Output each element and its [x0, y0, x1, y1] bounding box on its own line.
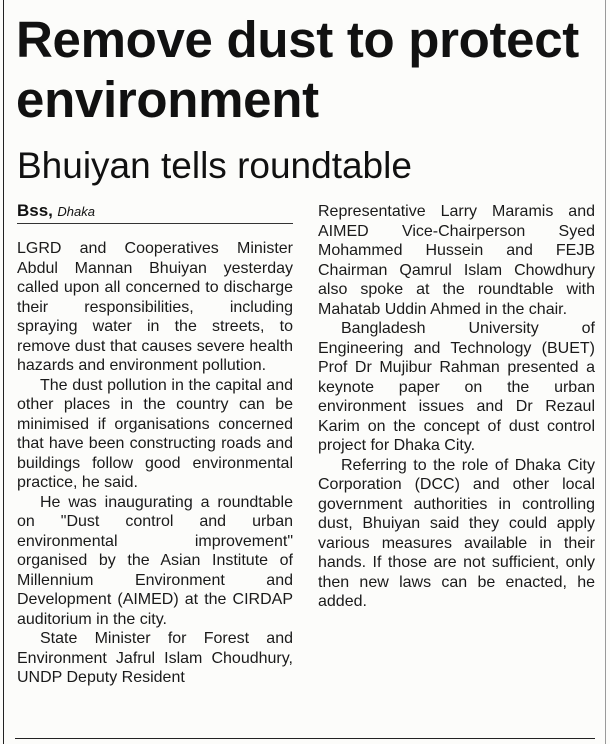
- article-column-left: [17, 239, 293, 688]
- byline-agency: Bss,: [17, 201, 53, 220]
- headline: Remove dust to protect environment: [16, 11, 579, 128]
- byline-location: Dhaka: [57, 204, 95, 219]
- column-rule-left: [3, 0, 4, 744]
- article-paragraph: Representative Larry Maramis and AIMED Vice-Chairperson Syed Mohammed Hussein and FEJB Chairman Qamrul Islam Chowdhury also spoke at the roundtable with Mahatab Uddin Ahmed in the chair.: [318, 203, 595, 318]
- article-paragraph: The dust pollution in the capital and other places in the country can be minimised if organisations concerned that have been constructing roads and buildings follow good environmental practice, he said.: [17, 376, 293, 491]
- article-column-right: [318, 202, 595, 612]
- subheadline: Bhuiyan tells roundtable: [17, 145, 412, 186]
- article-paragraph: Bangladesh University of Engineering and Technology (BUET) Prof Dr Mujibur Rahman presented a keynote paper on the urban environment issues and Dr Rezaul Karim on the concept of dust control project for Dhaka City.: [318, 320, 595, 454]
- column-rule-right: [605, 0, 606, 744]
- article-paragraph: LGRD and Cooperatives Minister Abdul Mannan Bhuiyan yesterday called upon all concerned to discharge their responsibilities, including spraying water in the streets, to remove dust that causes severe health hazards and environment pollution.: [17, 240, 293, 374]
- bottom-rule: [15, 738, 595, 739]
- article-paragraph: State Minister for Forest and Environment Jafrul Islam Choudhury, UNDP Deputy Resident: [17, 630, 293, 686]
- byline: [17, 201, 293, 224]
- article-paragraph: Referring to the role of Dhaka City Corporation (DCC) and other local government authorities in controlling dust, Bhuiyan said they could apply various measures available in their hands. If those are not sufficient, only then new laws can be enacted, he added.: [318, 456, 595, 610]
- article-paragraph: He was inaugurating a roundtable on "Dust control and urban environmental improvement" organised by the Asian Institute of Millennium Environment and Development (AIMED) at the CIRDAP auditorium in the city.: [17, 493, 293, 628]
